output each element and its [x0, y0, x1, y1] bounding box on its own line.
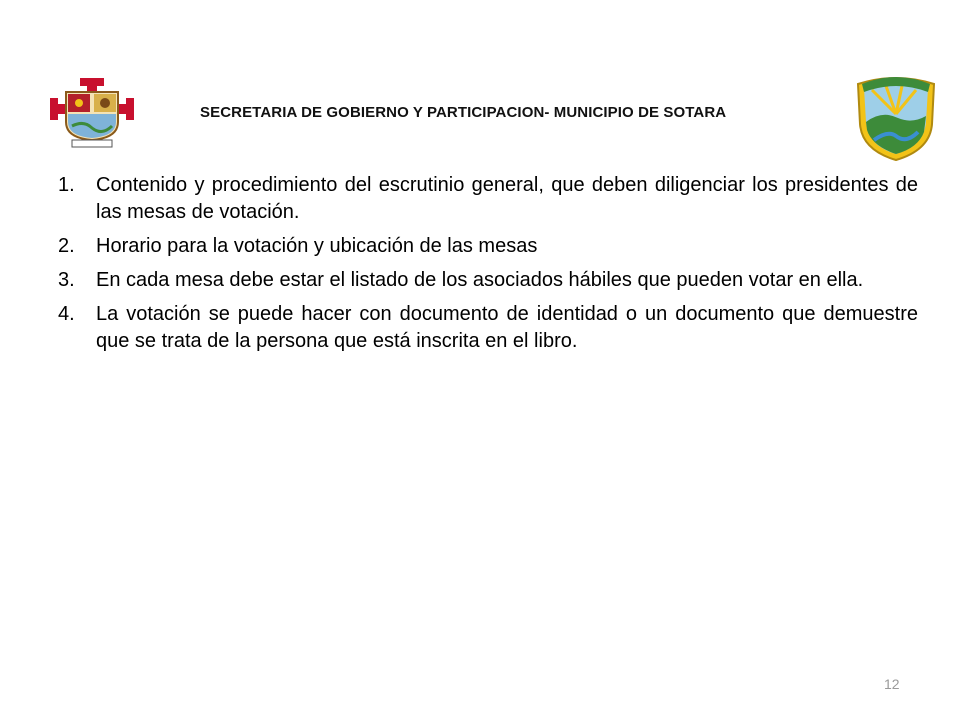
list-item-number: 4. [58, 303, 75, 325]
coat-of-arms-icon [50, 78, 134, 150]
page-title: SECRETARIA DE GOBIERNO Y PARTICIPACION- MUNICIPIO DE SOTARA [200, 104, 727, 121]
list-item-number: 2. [58, 235, 75, 257]
list-item [58, 233, 918, 260]
coat-of-arms-logo [50, 78, 134, 150]
list-item-text: Horario para la votación y ubicación de las mesas [96, 235, 538, 257]
list-item [58, 301, 918, 355]
list-item [58, 267, 918, 294]
list-item-number: 3. [58, 269, 75, 291]
requirements-list [58, 172, 918, 362]
list-item-number: 1. [58, 174, 75, 196]
list-item-text: Contenido y procedimiento del escrutinio general, que deben diligenciar los presidentes de las mesas de votación. [96, 174, 918, 223]
municipality-shield-icon [852, 74, 940, 162]
municipality-logo [852, 74, 940, 162]
list-item [58, 172, 918, 226]
list-item-text: En cada mesa debe estar el listado de los asociados hábiles que pueden votar en ella. [96, 269, 864, 291]
list-item-text: La votación se puede hacer con documento de identidad o un documento que demuestre que se trata de la persona que está inscrita en el libro. [96, 303, 918, 352]
page-number: 12 [884, 676, 900, 692]
